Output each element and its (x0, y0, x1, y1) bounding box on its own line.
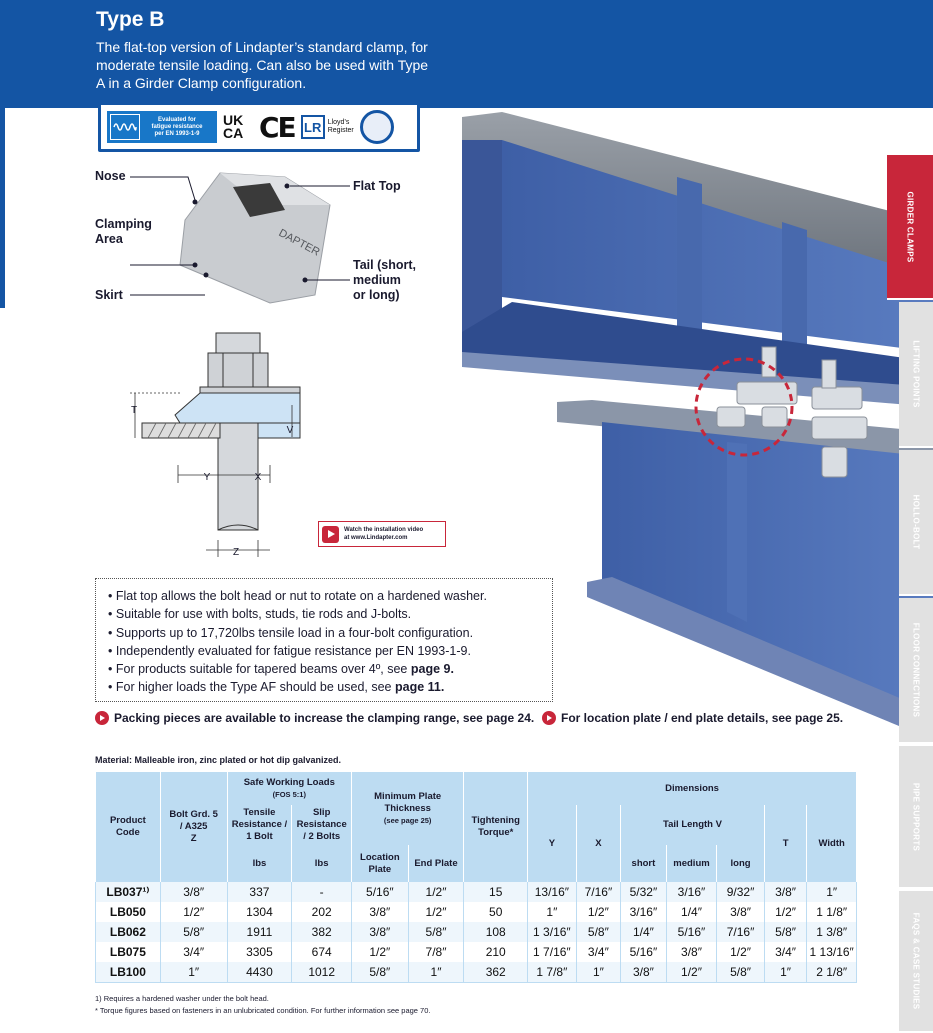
header-short: short (621, 845, 667, 882)
label-clamping-area: Clamping Area (95, 217, 152, 246)
header-dimensions: Dimensions (528, 772, 857, 805)
feature-item: • For products suitable for tapered beams over 4º, see page 9. (108, 662, 454, 677)
certification-strip (98, 102, 420, 152)
table-row: LB100 1″ 4430 1012 5/8″ 1″ 362 1 7/8″ 1″ 3/8″ 1/2″ 5/8″ 1″ 2 1/8″ (96, 962, 857, 982)
ce-mark: CE (259, 110, 295, 144)
tab-girder-clamps[interactable]: GIRDER CLAMPS (887, 155, 933, 300)
feature-item: • Flat top allows the bolt head or nut to rotate on a hardened washer. (108, 589, 487, 603)
header-safe-working-loads: Safe Working Loads (FOS 5:1) (227, 772, 351, 805)
header-lbs: lbs (227, 845, 292, 882)
tab-hollo-bolt[interactable]: HOLLO-BOLT (899, 450, 933, 596)
feature-item: • For higher loads the Type AF should be used, see page 11. (108, 680, 445, 695)
clamp-stamp: DAPTER (276, 227, 322, 259)
tab-faqs-case-studies[interactable]: FAQS & CASE STUDIES (899, 891, 933, 1033)
label-nose: Nose (95, 169, 126, 183)
header-long: long (717, 845, 765, 882)
tab-lifting-points[interactable]: LIFTING POINTS (899, 302, 933, 448)
table-row: LB050 1/2″ 1304 202 3/8″ 1/2″ 50 1″ 1/2″ 3/16″ 1/4″ 3/8″ 1/2″ 1 1/8″ (96, 902, 857, 922)
left-accent-bar (0, 108, 5, 308)
intro-text: The flat-top version of Lindapter’s standard clamp, for moderate tensile loading. Can also be used with Type A in a Girder Clamp configuration. (96, 39, 429, 91)
header-torque: Tightening Torque* (464, 772, 528, 882)
lloyds-register-mark: LR Lloyd’s Register (301, 115, 354, 139)
ukca-mark: UK CA (223, 112, 244, 141)
footnote-washer: 1) Requires a hardened washer under the bolt head. (95, 994, 269, 1003)
page-title: Type B (96, 8, 165, 31)
dim-label-y: Y (203, 472, 211, 483)
tab-floor-connections[interactable]: FLOOR CONNECTIONS (899, 598, 933, 744)
header-medium: medium (666, 845, 717, 882)
label-skirt: Skirt (95, 288, 123, 302)
header-location-plate: Location Plate (352, 845, 409, 882)
header-lbs: lbs (292, 845, 352, 882)
dim-label-z: Z (232, 547, 240, 558)
header-bolt: Bolt Grd. 5 / A325 Z (160, 772, 227, 882)
fatigue-text: Evaluated for fatigue resistance per EN 1993-1-9 (151, 116, 203, 137)
table-row: LB062 5/8″ 1911 382 3/8″ 5/8″ 108 1 3/16″ 5/8″ 1/4″ 5/16″ 7/16″ 5/8″ 1 3/8″ (96, 922, 857, 942)
header-slip: Slip Resistance / 2 Bolts (292, 805, 352, 845)
header-tensile: Tensile Resistance / 1 Bolt (227, 805, 292, 845)
feature-list (95, 578, 553, 702)
material-text: Material: Malleable iron, zinc plated or hot dip galvanized. (95, 755, 342, 765)
header-end-plate: End Plate (408, 845, 464, 882)
table-row: LB075 3/4″ 3305 674 1/2″ 7/8″ 210 1 7/16″ 3/4″ 5/16″ 3/8″ 1/2″ 3/4″ 1 13/16″ (96, 942, 857, 962)
location-note[interactable]: For location plate / end plate details, see page 25. (542, 711, 843, 725)
label-flat-top: Flat Top (353, 179, 401, 193)
arrow-right-icon (542, 711, 556, 725)
dim-label-t: T (130, 405, 138, 416)
label-tail: Tail (short, medium or long) (353, 258, 416, 302)
feature-item: • Independently evaluated for fatigue resistance per EN 1993-1-9. (108, 643, 471, 658)
table-row: LB037¹⁾ 3/8″ 337 - 5/16″ 1/2″ 15 13/16″ 7/16″ 5/32″ 3/16″ 9/32″ 3/8″ 1″ (96, 882, 857, 902)
dim-label-v: V (286, 425, 294, 436)
feature-item: • Supports up to 17,720lbs tensile load in a four-bolt configuration. (108, 625, 474, 640)
video-link[interactable]: Watch the installation video at www.Lindapter.com (318, 521, 446, 547)
technical-drawing (120, 325, 330, 565)
packing-note[interactable]: Packing pieces are available to increase the clamping range, see page 24. (95, 711, 534, 725)
header-t: T (764, 805, 807, 882)
spec-table (95, 772, 857, 983)
play-icon (322, 526, 339, 543)
arrow-right-icon (95, 711, 109, 725)
header-tail-length: Tail Length V (621, 805, 765, 845)
tab-pipe-supports[interactable]: PIPE SUPPORTS (899, 746, 933, 889)
footnote-torque: * Torque figures based on fasteners in an unlubricated condition. For further information see page 70. (95, 1006, 431, 1015)
fatigue-badge (107, 111, 217, 143)
lr-logo-icon: LR (301, 115, 325, 139)
header-x: X (576, 805, 621, 882)
feature-item: • Suitable for use with bolts, studs, tie rods and J-bolts. (108, 607, 412, 622)
header-y: Y (528, 805, 577, 882)
header-product-code: Product Code (96, 772, 161, 882)
wave-icon (110, 114, 140, 140)
header-min-plate: Minimum Plate Thickness (see page 25) (352, 772, 464, 845)
certification-seal-icon (360, 110, 394, 144)
header-width: Width (807, 805, 857, 882)
dim-label-x: X (254, 472, 262, 483)
